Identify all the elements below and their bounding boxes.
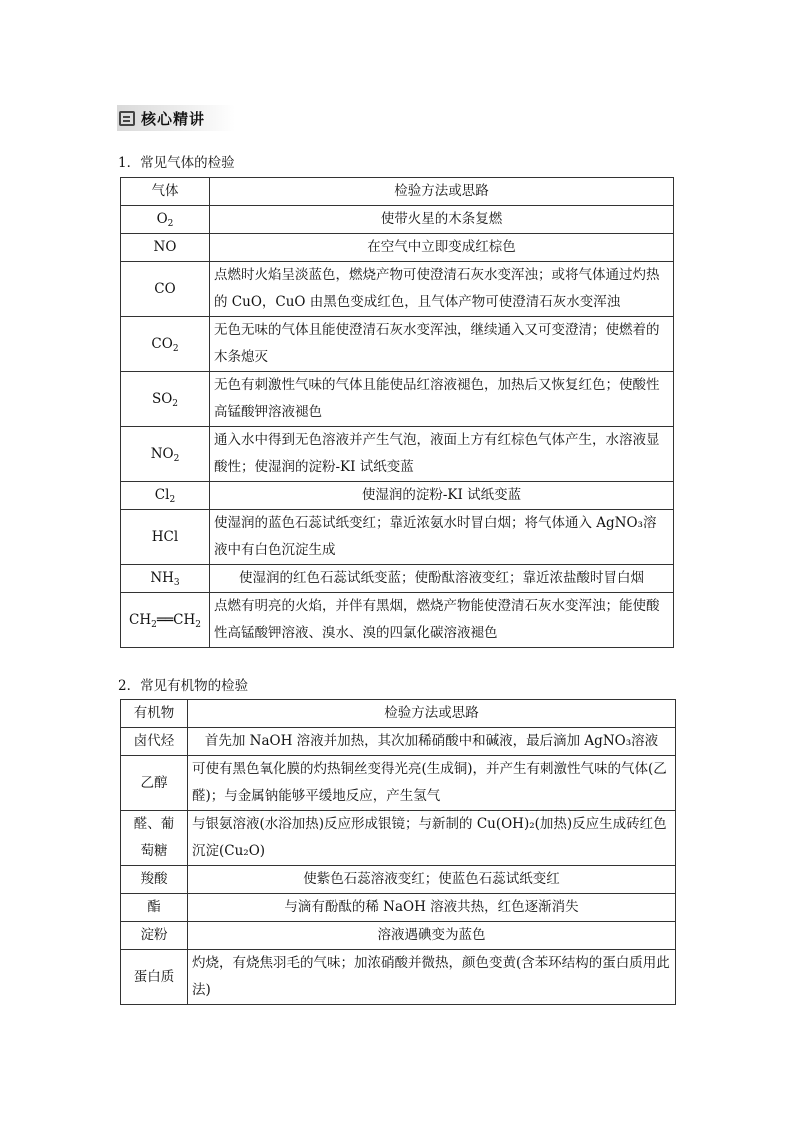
gas-cell: $NH_3$ [121,565,210,593]
table-row [121,950,676,1005]
document-icon [119,111,135,126]
compound-cell: 卤代烃 [121,728,188,756]
section1-title: 1．常见气体的检验 [118,155,235,171]
method-cell: 使紫色石蕊溶液变红；使蓝色石蕊试纸变红 [188,866,676,894]
table-row [121,728,676,756]
table-row [121,317,674,372]
column-header: 有机物 [121,700,188,728]
gas-cell: $NO_2$ [121,427,210,482]
compound-cell: 羧酸 [121,866,188,894]
gas-cell: $O_2$ [121,206,210,234]
section2-title: 2．常见有机物的检验 [118,678,249,694]
gas-detection-table [120,177,674,648]
compound-cell: 乙醇 [121,756,188,811]
table-row [121,756,676,811]
table-row [121,922,676,950]
gas-cell: CO [121,262,210,317]
gas-cell: $CO_2$ [121,317,210,372]
table-row [121,234,674,262]
method-cell: 溶液遇碘变为蓝色 [188,922,676,950]
method-cell: 点燃时火焰呈淡蓝色，燃烧产物可使澄清石灰水变浑浊；或将气体通过灼热的 CuO，CuO 由黑色变成红色，且气体产物可使澄清石灰水变浑浊 [210,262,674,317]
column-header: 检验方法或思路 [210,178,674,206]
method-cell: 使带火星的木条复燃 [210,206,674,234]
method-cell: 首先加 NaOH 溶液并加热，其次加稀硝酸中和碱液，最后滴加 AgNO₃溶液 [188,728,676,756]
table-row [121,565,674,593]
gas-cell: $CH_2══CH_2$ [121,593,210,648]
section-tag [117,105,235,131]
compound-cell: 醛、葡萄糖 [121,811,188,866]
compound-cell: 淀粉 [121,922,188,950]
table-row [121,593,674,648]
gas-cell: $SO_2$ [121,372,210,427]
table-row [121,372,674,427]
table-row [121,866,676,894]
table-row [121,427,674,482]
method-cell: 与滴有酚酞的稀 NaOH 溶液共热，红色逐渐消失 [188,894,676,922]
column-header: 气体 [121,178,210,206]
method-cell: 无色有刺激性气味的气体且能使品红溶液褪色，加热后又恢复红色；使酸性高锰酸钾溶液褪色 [210,372,674,427]
table-header-row [121,178,674,206]
method-cell: 可使有黑色氧化膜的灼热铜丝变得光亮(生成铜)，并产生有刺激性气味的气体(乙醛)；与金属钠能够平缓地反应，产生氢气 [188,756,676,811]
method-cell: 无色无味的气体且能使澄清石灰水变浑浊，继续通入又可变澄清；使燃着的木条熄灭 [210,317,674,372]
table-row [121,811,676,866]
table-row [121,262,674,317]
method-cell: 通入水中得到无色溶液并产生气泡，液面上方有红棕色气体产生，水溶液显酸性；使湿润的淀粉-KI 试纸变蓝 [210,427,674,482]
compound-cell: 蛋白质 [121,950,188,1005]
table-header-row [121,700,676,728]
table-row [121,894,676,922]
table-row [121,482,674,510]
compound-cell: 酯 [121,894,188,922]
section-tag-label: 核心精讲 [141,109,206,128]
method-cell: 使湿润的蓝色石蕊试纸变红；靠近浓氨水时冒白烟；将气体通入 AgNO₃溶液中有白色沉淀生成 [210,510,674,565]
gas-cell: HCl [121,510,210,565]
method-cell: 在空气中立即变成红棕色 [210,234,674,262]
gas-cell: NO [121,234,210,262]
table-row [121,510,674,565]
column-header: 检验方法或思路 [188,700,676,728]
method-cell: 使湿润的淀粉-KI 试纸变蓝 [210,482,674,510]
method-cell: 点燃有明亮的火焰，并伴有黑烟，燃烧产物能使澄清石灰水变浑浊；能使酸性高锰酸钾溶液、溴水、溴的四氯化碳溶液褪色 [210,593,674,648]
table-row [121,206,674,234]
method-cell: 与银氨溶液(水浴加热)反应形成银镜；与新制的 Cu(OH)₂(加热)反应生成砖红色沉淀(Cu₂O) [188,811,676,866]
gas-cell: $Cl_2$ [121,482,210,510]
method-cell: 使湿润的红色石蕊试纸变蓝；使酚酞溶液变红；靠近浓盐酸时冒白烟 [210,565,674,593]
organic-detection-table [120,699,676,1005]
method-cell: 灼烧，有烧焦羽毛的气味；加浓硝酸并微热，颜色变黄(含苯环结构的蛋白质用此法) [188,950,676,1005]
